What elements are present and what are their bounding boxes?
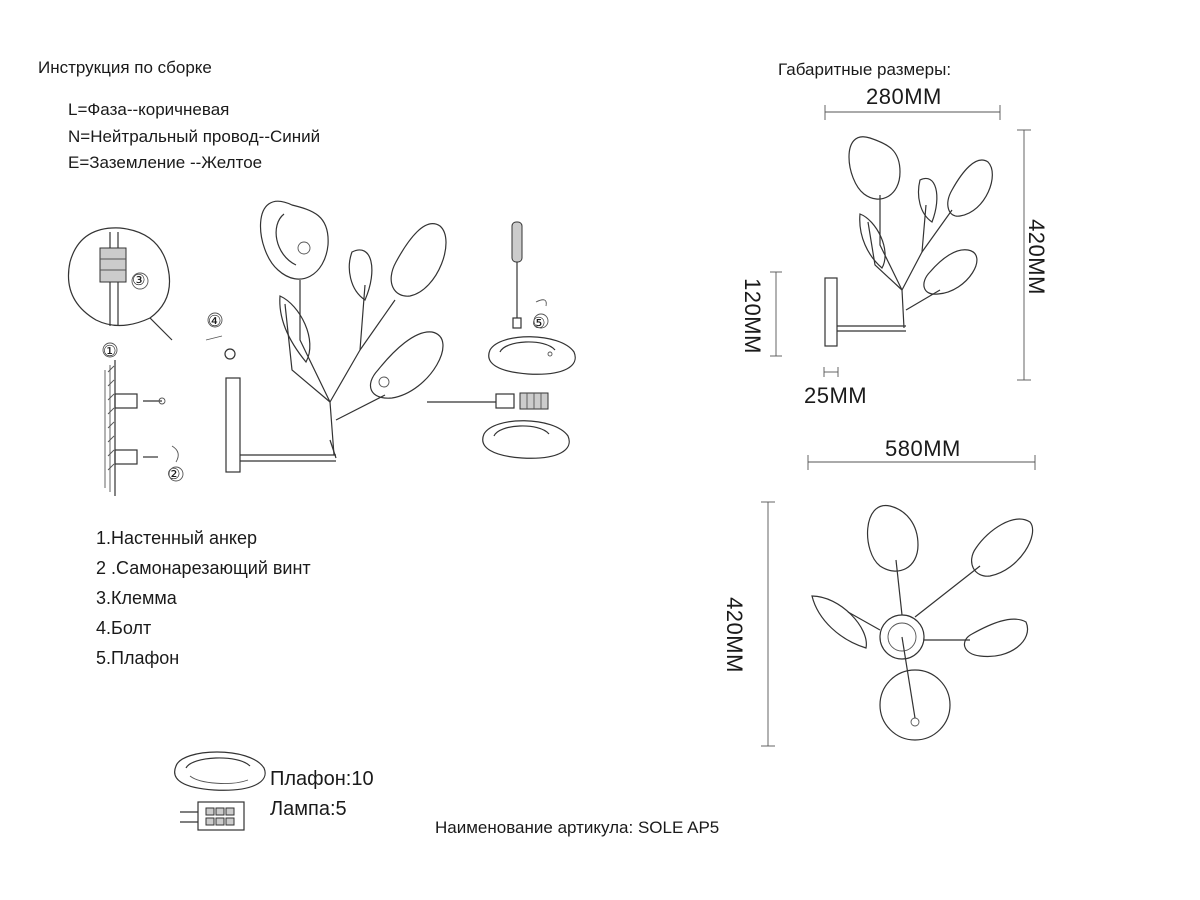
exploded-shade-bottom <box>483 421 569 459</box>
dim-top-width: 280MM <box>866 84 942 109</box>
dimensions-title: Габаритные размеры: <box>778 60 952 79</box>
terminal-zoom-bubble <box>68 228 172 340</box>
screwdriver-icon <box>512 222 522 328</box>
legend-item-anchor: 1.Настенный анкер <box>96 528 257 548</box>
dim-bottom-width: 580MM <box>885 436 961 461</box>
shade-count: Плафон:10 <box>270 768 374 790</box>
bolt-icon <box>206 313 235 359</box>
lamp-shade-icon <box>175 752 265 790</box>
anchor-icon <box>115 394 137 408</box>
legend-item-terminal: 3.Клемма <box>96 588 177 608</box>
callout-5: ⑤ <box>532 314 546 332</box>
callout-4: ④ <box>208 312 222 330</box>
wiring-ground: E=Заземление --Желтое <box>68 153 263 172</box>
dim-bottom-height: 420MM <box>721 597 747 673</box>
callout-3: ③ <box>132 271 146 289</box>
callout-2: ② <box>167 465 181 483</box>
wiring-neutral: N=Нейтральный провод--Синий <box>68 127 321 146</box>
dimension-front-view <box>761 455 1035 746</box>
led-lamp-icon <box>180 802 244 830</box>
legend-item-shade: 5.Плафон <box>96 648 180 668</box>
anchor-icon <box>115 450 137 464</box>
article-name: Наименование артикула: SOLE AP5 <box>435 818 720 837</box>
assembly-title: Инструкция по сборке <box>38 58 212 77</box>
screw-icon <box>534 300 548 328</box>
dim-top-height: 420MM <box>1023 219 1049 295</box>
legend-item-screw: 2 .Самонарезающий винт <box>96 558 311 578</box>
dim-plate-height: 120MM <box>739 278 765 354</box>
dim-plate-depth: 25MM <box>804 383 868 408</box>
legend-item-bolt: 4.Болт <box>96 618 152 638</box>
dimension-side-view <box>770 105 1031 380</box>
screw-icon <box>172 446 178 462</box>
wall-section <box>103 343 183 496</box>
exploded-shade-top <box>489 337 575 375</box>
wire-connector <box>427 393 548 409</box>
callout-1: ① <box>103 342 117 360</box>
wiring-phase: L=Фаза--коричневая <box>68 100 230 119</box>
terminal-block-icon <box>100 248 126 282</box>
lamp-count: Лампа:5 <box>270 798 347 820</box>
fixture-side-view <box>226 201 446 472</box>
